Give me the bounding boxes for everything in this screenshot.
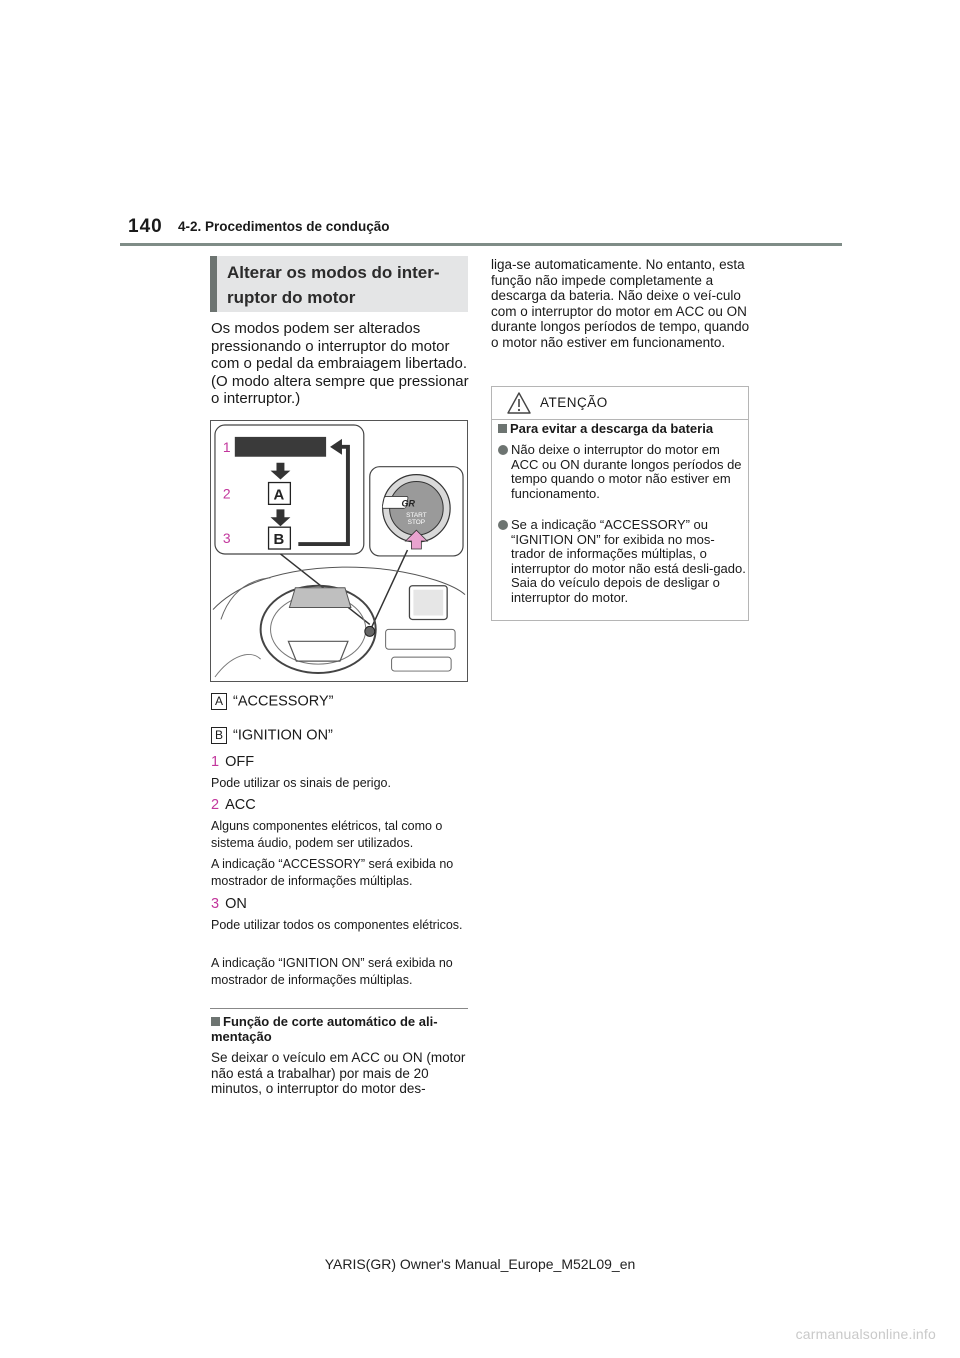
caution-box xyxy=(491,386,749,621)
instrument-cluster xyxy=(289,588,351,608)
auto-off-heading xyxy=(211,1014,471,1044)
auto-off-title: Função de corte automático de ali-mentação xyxy=(211,1014,438,1044)
illustration-svg xyxy=(211,421,467,681)
mode-number: 2 xyxy=(211,797,220,813)
section-title: 4-2. Procedimentos de condução xyxy=(178,219,390,234)
caution-header xyxy=(492,387,748,420)
mode-off-desc: Pode utilizar os sinais de perigo. xyxy=(211,776,391,790)
engine-switch-location xyxy=(365,626,375,636)
page-footer: YARIS(GR) Owner's Manual_Europe_M52L09_en xyxy=(324,1256,636,1272)
page-number: 140 xyxy=(128,216,163,237)
center-display-screen xyxy=(413,590,443,616)
mode-name: OFF xyxy=(225,754,255,770)
mode-box-a-label: A xyxy=(273,487,285,504)
label-ignition-on xyxy=(211,727,333,744)
tag-a: A xyxy=(211,693,227,710)
section-heading xyxy=(210,256,468,312)
mode-name: ON xyxy=(225,896,247,912)
door-trim xyxy=(215,655,261,678)
mode-box-b-label: B xyxy=(273,532,285,549)
gr-logo-text: GR xyxy=(401,498,415,509)
vent-left xyxy=(221,578,271,620)
mode-number: 3 xyxy=(211,896,220,912)
caution-subtitle xyxy=(498,421,713,436)
mode-number-1: 1 xyxy=(222,438,231,455)
header-rule xyxy=(120,243,842,246)
start-text: START xyxy=(406,512,427,520)
climate-panel xyxy=(386,629,455,649)
mode-acc-desc: Alguns componentes elétricos, tal como o sistema áudio, podem ser utilizados. xyxy=(211,819,443,850)
heading-line-2: ruptor do motor xyxy=(227,288,356,307)
off-display-bar xyxy=(235,437,326,457)
label-accessory-text: “ACCESSORY” xyxy=(233,693,334,710)
square-bullet-icon xyxy=(498,424,507,433)
bullet-dot-icon xyxy=(498,520,508,530)
warning-triangle-icon xyxy=(506,391,532,415)
mode-on-desc: Pode utilizar todos os componentes elétricos. xyxy=(211,918,463,932)
mode-on-note: A indicação “IGNITION ON” será exibida no mostrador de informações múltiplas. xyxy=(211,956,453,987)
heading-line-1: Alterar os modos do inter- xyxy=(227,263,440,282)
steering-hub xyxy=(288,641,348,661)
mode-acc-heading xyxy=(211,797,256,813)
heading-accent-bar xyxy=(210,256,217,312)
mode-number-2: 2 xyxy=(222,485,231,502)
section-divider xyxy=(210,1008,468,1009)
mode-name: ACC xyxy=(225,797,256,813)
heading-text xyxy=(227,260,440,310)
mode-off-heading xyxy=(211,754,254,770)
mode-on-heading xyxy=(211,896,247,912)
bullet-dot-icon xyxy=(498,445,508,455)
mode-acc-note: A indicação “ACCESSORY” será exibida no mostrador de informações múltiplas. xyxy=(211,857,454,888)
caution-bullet-text: Se a indicação “ACCESSORY” ou “IGNITION ON” for exibida no mos-trador de informações múltiplas, o interruptor do motor não está desli-gado. Saia do veículo depois de desligar o interruptor do motor. xyxy=(511,517,746,605)
lower-console xyxy=(392,657,452,671)
engine-switch-illustration xyxy=(210,420,468,682)
caution-bullet-text: Não deixe o interruptor do motor em ACC ou ON durante longos períodos de tempo quando o motor não estiver em funcionamento. xyxy=(511,442,742,501)
label-ignition-text: “IGNITION ON” xyxy=(233,727,333,744)
auto-off-body: Se deixar o veículo em ACC ou ON (motor não está a trabalhar) por mais de 20 minutos, o interruptor do motor des- xyxy=(211,1050,466,1096)
mode-number-3: 3 xyxy=(222,530,231,547)
caution-bullet xyxy=(498,518,746,605)
label-accessory xyxy=(211,693,333,710)
caution-bullet xyxy=(498,443,746,501)
tag-b: B xyxy=(211,727,227,744)
stop-text: STOP xyxy=(407,519,426,527)
caution-title: ATENÇÃO xyxy=(540,395,608,410)
caution-subtitle-text: Para evitar a descarga da bateria xyxy=(510,421,714,436)
mode-number: 1 xyxy=(211,754,220,770)
square-bullet-icon xyxy=(211,1017,220,1026)
watermark: carmanualsonline.info xyxy=(795,1326,936,1342)
auto-off-continued: liga-se automaticamente. No entanto, esta função não impede completamente a descarga da bateria. Não deixe o veí-culo com o interruptor do motor em ACC ou ON durante longos períodos de tempo, quando o motor não estiver em funcionamento. xyxy=(491,257,750,350)
intro-paragraph: Os modos podem ser alterados pressionando o interruptor do motor com o pedal da embraiagem libertado. (O modo altera sempre que pressionar o interruptor.) xyxy=(211,320,469,407)
